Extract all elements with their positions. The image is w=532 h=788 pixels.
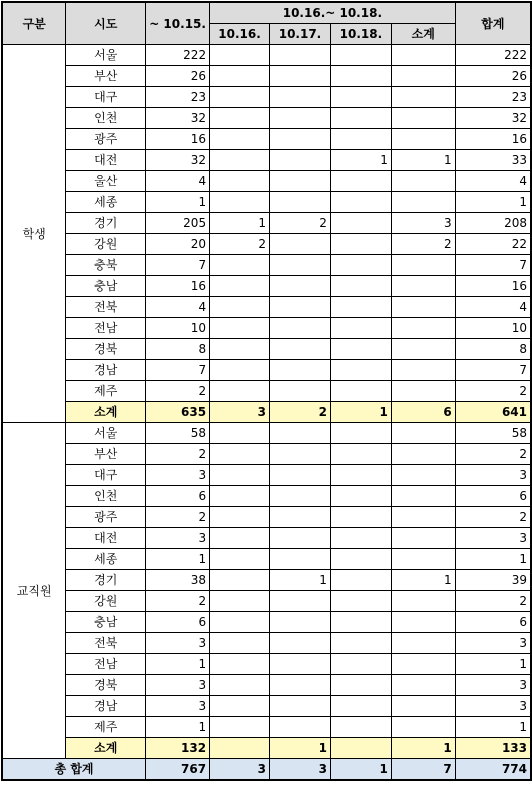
d1-cell xyxy=(210,150,270,171)
region-cell: 충남 xyxy=(66,276,146,297)
sub-cell xyxy=(391,549,455,570)
before-cell: 16 xyxy=(146,129,210,150)
sub-cell xyxy=(391,318,455,339)
d2-cell xyxy=(270,255,331,276)
d3-cell xyxy=(330,339,391,360)
region-cell: 경남 xyxy=(66,696,146,717)
d1-cell xyxy=(210,423,270,444)
subtotal-before-cell: 635 xyxy=(146,402,210,423)
before-cell: 10 xyxy=(146,318,210,339)
total-cell: 2 xyxy=(455,591,531,612)
d3-cell xyxy=(330,570,391,591)
table-body xyxy=(2,45,531,781)
d1-cell xyxy=(210,528,270,549)
group-label: 교직원 xyxy=(2,423,66,759)
grand-total-d1-cell: 3 xyxy=(210,759,270,781)
before-cell: 1 xyxy=(146,654,210,675)
total-cell: 39 xyxy=(455,570,531,591)
d2-cell xyxy=(270,696,331,717)
region-cell: 부산 xyxy=(66,444,146,465)
d2-cell xyxy=(270,486,331,507)
table-row xyxy=(2,633,531,654)
d3-cell xyxy=(330,591,391,612)
table-row xyxy=(2,570,531,591)
d3-cell xyxy=(330,633,391,654)
sub-cell xyxy=(391,360,455,381)
before-cell: 4 xyxy=(146,297,210,318)
subtotal-row xyxy=(2,402,531,423)
d2-cell xyxy=(270,129,331,150)
total-cell: 208 xyxy=(455,213,531,234)
sub-cell xyxy=(391,192,455,213)
before-cell: 205 xyxy=(146,213,210,234)
region-cell: 전남 xyxy=(66,654,146,675)
d2-cell xyxy=(270,507,331,528)
subtotal-label: 소계 xyxy=(66,402,146,423)
total-cell: 4 xyxy=(455,171,531,192)
d2-cell xyxy=(270,87,331,108)
table-header xyxy=(2,2,531,45)
total-cell: 6 xyxy=(455,612,531,633)
total-cell: 22 xyxy=(455,234,531,255)
d1-cell xyxy=(210,654,270,675)
table-row xyxy=(2,465,531,486)
d3-cell xyxy=(330,297,391,318)
header-category: 구분 xyxy=(2,2,66,45)
table-row xyxy=(2,360,531,381)
d1-cell xyxy=(210,570,270,591)
d1-cell xyxy=(210,381,270,402)
d3-cell xyxy=(330,276,391,297)
d1-cell xyxy=(210,87,270,108)
d1-cell xyxy=(210,339,270,360)
subtotal-d2-cell: 2 xyxy=(270,402,331,423)
total-cell: 2 xyxy=(455,444,531,465)
total-cell: 4 xyxy=(455,297,531,318)
d1-cell xyxy=(210,108,270,129)
d2-cell xyxy=(270,549,331,570)
region-cell: 광주 xyxy=(66,507,146,528)
table-row xyxy=(2,66,531,87)
d1-cell xyxy=(210,633,270,654)
sub-cell xyxy=(391,87,455,108)
d3-cell xyxy=(330,45,391,66)
d3-cell xyxy=(330,318,391,339)
sub-cell xyxy=(391,612,455,633)
before-cell: 26 xyxy=(146,66,210,87)
sub-cell xyxy=(391,255,455,276)
d2-cell xyxy=(270,318,331,339)
region-cell: 제주 xyxy=(66,381,146,402)
before-cell: 7 xyxy=(146,360,210,381)
before-cell: 3 xyxy=(146,696,210,717)
before-cell: 38 xyxy=(146,570,210,591)
d2-cell: 1 xyxy=(270,570,331,591)
d3-cell xyxy=(330,549,391,570)
before-cell: 58 xyxy=(146,423,210,444)
total-cell: 2 xyxy=(455,381,531,402)
d2-cell xyxy=(270,465,331,486)
region-cell: 광주 xyxy=(66,129,146,150)
table-row xyxy=(2,297,531,318)
d3-cell xyxy=(330,108,391,129)
subtotal-before-cell: 132 xyxy=(146,738,210,759)
d2-cell xyxy=(270,612,331,633)
d2-cell xyxy=(270,150,331,171)
total-cell: 3 xyxy=(455,528,531,549)
d1-cell xyxy=(210,444,270,465)
table-row xyxy=(2,339,531,360)
sub-cell xyxy=(391,444,455,465)
region-cell: 세종 xyxy=(66,192,146,213)
before-cell: 3 xyxy=(146,528,210,549)
table-row xyxy=(2,444,531,465)
sub-cell: 2 xyxy=(391,234,455,255)
table-row xyxy=(2,171,531,192)
header-date-1: 10.16. xyxy=(210,24,270,45)
subtotal-total-cell: 133 xyxy=(455,738,531,759)
header-period: 10.16.~ 10.18. xyxy=(210,2,456,24)
d2-cell xyxy=(270,339,331,360)
sub-cell xyxy=(391,528,455,549)
table-row xyxy=(2,192,531,213)
subtotal-sub-cell: 6 xyxy=(391,402,455,423)
d2-cell xyxy=(270,654,331,675)
d1-cell xyxy=(210,717,270,738)
subtotal-row xyxy=(2,738,531,759)
d3-cell xyxy=(330,234,391,255)
region-cell: 경남 xyxy=(66,360,146,381)
sub-cell xyxy=(391,66,455,87)
sub-cell xyxy=(391,696,455,717)
sub-cell: 1 xyxy=(391,150,455,171)
header-before: ~ 10.15. xyxy=(146,2,210,45)
total-cell: 8 xyxy=(455,339,531,360)
table-row xyxy=(2,696,531,717)
before-cell: 4 xyxy=(146,171,210,192)
region-cell: 경북 xyxy=(66,675,146,696)
table-row xyxy=(2,234,531,255)
d2-cell xyxy=(270,381,331,402)
total-cell: 3 xyxy=(455,696,531,717)
before-cell: 1 xyxy=(146,717,210,738)
region-cell: 서울 xyxy=(66,45,146,66)
d1-cell xyxy=(210,507,270,528)
stats-table xyxy=(1,1,532,781)
table-row xyxy=(2,591,531,612)
d3-cell xyxy=(330,675,391,696)
header-total: 합계 xyxy=(455,2,531,45)
d3-cell xyxy=(330,381,391,402)
d3-cell xyxy=(330,507,391,528)
before-cell: 23 xyxy=(146,87,210,108)
grand-total-label: 총 합계 xyxy=(2,759,146,781)
d3-cell xyxy=(330,255,391,276)
before-cell: 16 xyxy=(146,276,210,297)
header-region: 시도 xyxy=(66,2,146,45)
region-cell: 경기 xyxy=(66,213,146,234)
d2-cell xyxy=(270,276,331,297)
sub-cell xyxy=(391,507,455,528)
region-cell: 대구 xyxy=(66,87,146,108)
total-cell: 1 xyxy=(455,654,531,675)
d1-cell: 1 xyxy=(210,213,270,234)
d3-cell xyxy=(330,360,391,381)
sub-cell xyxy=(391,129,455,150)
total-cell: 1 xyxy=(455,717,531,738)
before-cell: 6 xyxy=(146,486,210,507)
before-cell: 3 xyxy=(146,633,210,654)
table-row xyxy=(2,381,531,402)
region-cell: 충남 xyxy=(66,612,146,633)
d3-cell xyxy=(330,528,391,549)
total-cell: 23 xyxy=(455,87,531,108)
d2-cell: 2 xyxy=(270,213,331,234)
total-cell: 16 xyxy=(455,129,531,150)
sub-cell xyxy=(391,717,455,738)
before-cell: 2 xyxy=(146,507,210,528)
region-cell: 인천 xyxy=(66,108,146,129)
total-cell: 7 xyxy=(455,255,531,276)
d1-cell xyxy=(210,66,270,87)
sub-cell xyxy=(391,423,455,444)
d3-cell xyxy=(330,423,391,444)
total-cell: 2 xyxy=(455,507,531,528)
d2-cell xyxy=(270,171,331,192)
before-cell: 8 xyxy=(146,339,210,360)
sub-cell xyxy=(391,276,455,297)
before-cell: 2 xyxy=(146,444,210,465)
before-cell: 2 xyxy=(146,591,210,612)
table-row xyxy=(2,87,531,108)
table-row xyxy=(2,108,531,129)
region-cell: 울산 xyxy=(66,171,146,192)
d2-cell xyxy=(270,717,331,738)
d3-cell xyxy=(330,213,391,234)
subtotal-d2-cell: 1 xyxy=(270,738,331,759)
region-cell: 부산 xyxy=(66,66,146,87)
region-cell: 대전 xyxy=(66,150,146,171)
d1-cell xyxy=(210,192,270,213)
header-date-2: 10.17. xyxy=(270,24,331,45)
sub-cell xyxy=(391,45,455,66)
table-row xyxy=(2,507,531,528)
d1-cell xyxy=(210,318,270,339)
grand-total-d3-cell: 1 xyxy=(330,759,391,781)
total-cell: 10 xyxy=(455,318,531,339)
region-cell: 전북 xyxy=(66,297,146,318)
table-row xyxy=(2,612,531,633)
d3-cell xyxy=(330,66,391,87)
d3-cell xyxy=(330,486,391,507)
table-row xyxy=(2,150,531,171)
d2-cell xyxy=(270,234,331,255)
subtotal-total-cell: 641 xyxy=(455,402,531,423)
d1-cell xyxy=(210,696,270,717)
total-cell: 7 xyxy=(455,360,531,381)
table-row xyxy=(2,654,531,675)
table-row xyxy=(2,45,531,66)
d3-cell xyxy=(330,129,391,150)
before-cell: 222 xyxy=(146,45,210,66)
before-cell: 32 xyxy=(146,150,210,171)
d3-cell xyxy=(330,444,391,465)
d2-cell xyxy=(270,66,331,87)
d3-cell xyxy=(330,612,391,633)
total-cell: 32 xyxy=(455,108,531,129)
subtotal-d3-cell: 1 xyxy=(330,402,391,423)
grand-total-d2-cell: 3 xyxy=(270,759,331,781)
region-cell: 제주 xyxy=(66,717,146,738)
d3-cell xyxy=(330,717,391,738)
before-cell: 3 xyxy=(146,465,210,486)
d2-cell xyxy=(270,423,331,444)
region-cell: 인천 xyxy=(66,486,146,507)
total-cell: 3 xyxy=(455,633,531,654)
grand-total-total-cell: 774 xyxy=(455,759,531,781)
sub-cell xyxy=(391,486,455,507)
d1-cell xyxy=(210,591,270,612)
region-cell: 전북 xyxy=(66,633,146,654)
d3-cell: 1 xyxy=(330,150,391,171)
region-cell: 강원 xyxy=(66,591,146,612)
before-cell: 20 xyxy=(146,234,210,255)
sub-cell xyxy=(391,171,455,192)
before-cell: 1 xyxy=(146,192,210,213)
before-cell: 32 xyxy=(146,108,210,129)
d1-cell xyxy=(210,255,270,276)
sub-cell: 3 xyxy=(391,213,455,234)
region-cell: 강원 xyxy=(66,234,146,255)
table-row xyxy=(2,486,531,507)
region-cell: 세종 xyxy=(66,549,146,570)
before-cell: 2 xyxy=(146,381,210,402)
table-row xyxy=(2,213,531,234)
d2-cell xyxy=(270,297,331,318)
d3-cell xyxy=(330,465,391,486)
d1-cell xyxy=(210,171,270,192)
region-cell: 대전 xyxy=(66,528,146,549)
d2-cell xyxy=(270,45,331,66)
table-row xyxy=(2,717,531,738)
d2-cell xyxy=(270,591,331,612)
d2-cell xyxy=(270,108,331,129)
table-row xyxy=(2,675,531,696)
region-cell: 전남 xyxy=(66,318,146,339)
total-cell: 6 xyxy=(455,486,531,507)
sub-cell xyxy=(391,381,455,402)
grand-total-sub-cell: 7 xyxy=(391,759,455,781)
sub-cell: 1 xyxy=(391,570,455,591)
grand-total-before-cell: 767 xyxy=(146,759,210,781)
table-row xyxy=(2,255,531,276)
region-cell: 경북 xyxy=(66,339,146,360)
region-cell: 경기 xyxy=(66,570,146,591)
sub-cell xyxy=(391,339,455,360)
header-date-3: 10.18. xyxy=(330,24,391,45)
stats-table-container xyxy=(1,1,532,781)
d3-cell xyxy=(330,654,391,675)
table-row xyxy=(2,129,531,150)
subtotal-label: 소계 xyxy=(66,738,146,759)
region-cell: 충북 xyxy=(66,255,146,276)
d2-cell xyxy=(270,675,331,696)
d1-cell xyxy=(210,486,270,507)
total-cell: 3 xyxy=(455,675,531,696)
subtotal-sub-cell: 1 xyxy=(391,738,455,759)
d2-cell xyxy=(270,528,331,549)
subtotal-d3-cell xyxy=(330,738,391,759)
grand-total-row xyxy=(2,759,531,781)
header-subtotal: 소계 xyxy=(391,24,455,45)
table-row xyxy=(2,528,531,549)
total-cell: 26 xyxy=(455,66,531,87)
d1-cell: 2 xyxy=(210,234,270,255)
d1-cell xyxy=(210,276,270,297)
total-cell: 222 xyxy=(455,45,531,66)
total-cell: 58 xyxy=(455,423,531,444)
d1-cell xyxy=(210,612,270,633)
total-cell: 33 xyxy=(455,150,531,171)
subtotal-d1-cell: 3 xyxy=(210,402,270,423)
table-row xyxy=(2,423,531,444)
total-cell: 3 xyxy=(455,465,531,486)
d3-cell xyxy=(330,192,391,213)
d2-cell xyxy=(270,360,331,381)
d1-cell xyxy=(210,549,270,570)
sub-cell xyxy=(391,297,455,318)
d2-cell xyxy=(270,633,331,654)
region-cell: 서울 xyxy=(66,423,146,444)
d1-cell xyxy=(210,45,270,66)
d3-cell xyxy=(330,696,391,717)
d1-cell xyxy=(210,360,270,381)
table-row xyxy=(2,276,531,297)
region-cell: 대구 xyxy=(66,465,146,486)
sub-cell xyxy=(391,108,455,129)
d1-cell xyxy=(210,297,270,318)
sub-cell xyxy=(391,654,455,675)
d1-cell xyxy=(210,675,270,696)
table-row xyxy=(2,318,531,339)
before-cell: 7 xyxy=(146,255,210,276)
sub-cell xyxy=(391,591,455,612)
before-cell: 3 xyxy=(146,675,210,696)
d3-cell xyxy=(330,87,391,108)
sub-cell xyxy=(391,675,455,696)
d3-cell xyxy=(330,171,391,192)
subtotal-d1-cell xyxy=(210,738,270,759)
sub-cell xyxy=(391,465,455,486)
total-cell: 1 xyxy=(455,192,531,213)
d2-cell xyxy=(270,192,331,213)
d2-cell xyxy=(270,444,331,465)
table-row xyxy=(2,549,531,570)
group-label: 학생 xyxy=(2,45,66,423)
sub-cell xyxy=(391,633,455,654)
before-cell: 1 xyxy=(146,549,210,570)
d1-cell xyxy=(210,465,270,486)
d1-cell xyxy=(210,129,270,150)
total-cell: 16 xyxy=(455,276,531,297)
before-cell: 6 xyxy=(146,612,210,633)
total-cell: 1 xyxy=(455,549,531,570)
